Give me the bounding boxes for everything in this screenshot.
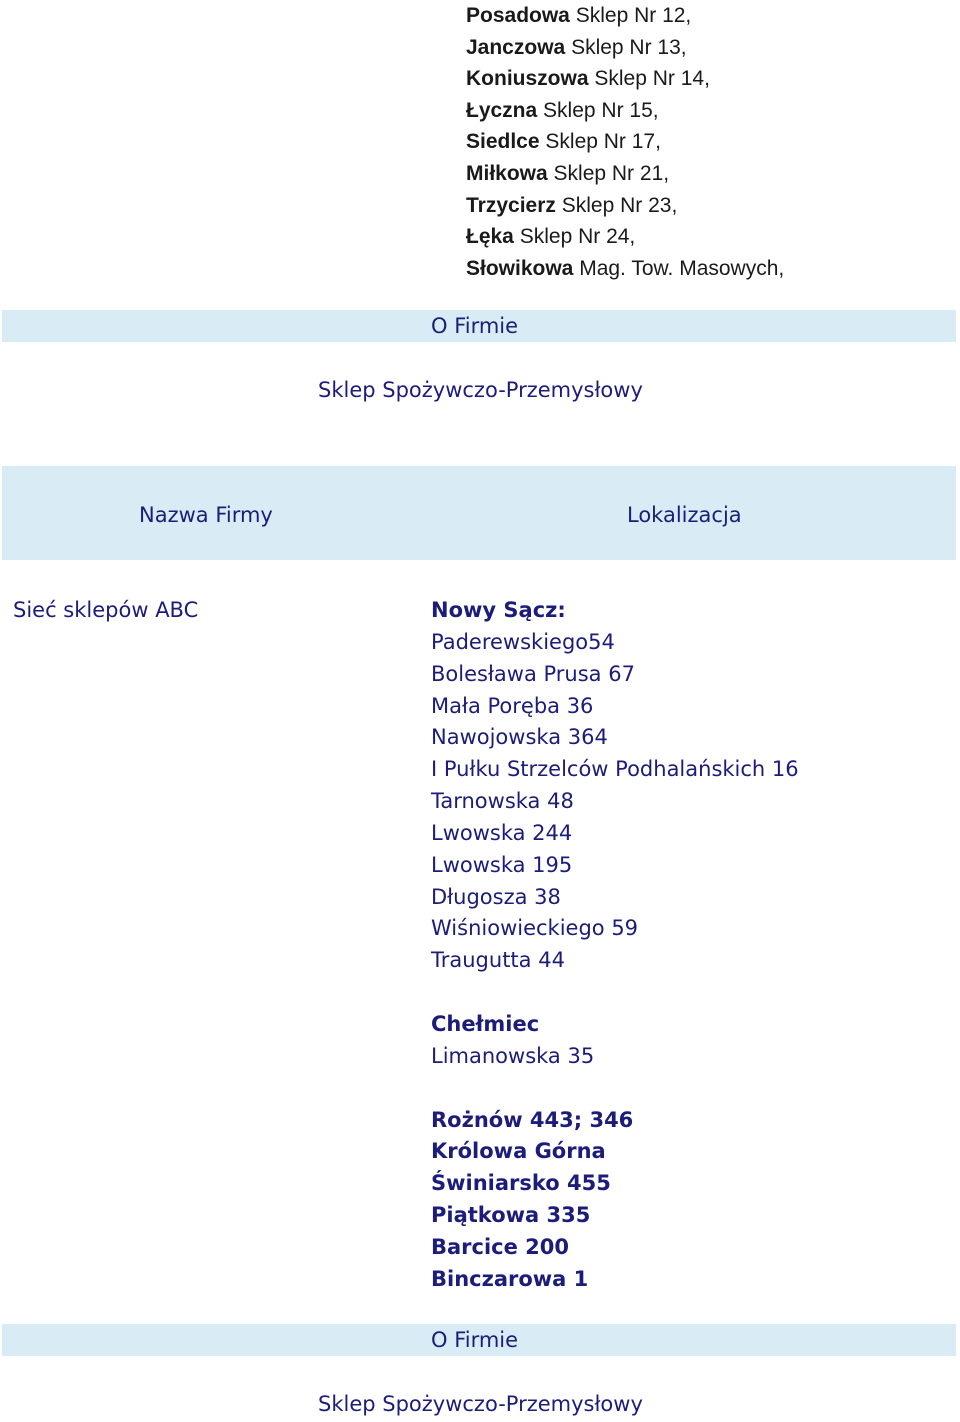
location-city: Chełmiec bbox=[431, 1011, 540, 1036]
column-header-location: Lokalizacja bbox=[627, 503, 742, 527]
location-village: Piątkowa 335 bbox=[431, 1203, 591, 1228]
shop-list-item: Trzycierz Sklep Nr 23, bbox=[466, 193, 678, 217]
shop-list-item: Łyczna Sklep Nr 15, bbox=[466, 98, 659, 122]
shop-list-item: Miłkowa Sklep Nr 21, bbox=[466, 161, 670, 185]
section-subtitle: Sklep Spożywczo-Przemysłowy bbox=[318, 1392, 643, 1416]
company-name: Sieć sklepów ABC bbox=[13, 598, 199, 622]
location-village: Binczarowa 1 bbox=[431, 1266, 589, 1291]
shop-list-item: Posadowa Sklep Nr 12, bbox=[466, 4, 692, 27]
location-village: Świniarsko 455 bbox=[431, 1171, 611, 1196]
location-address: Traugutta 44 bbox=[431, 948, 565, 973]
location-address: Lwowska 244 bbox=[431, 820, 573, 845]
shop-list-item: Koniuszowa Sklep Nr 14, bbox=[466, 67, 710, 91]
shop-list-item: Łęka Sklep Nr 24, bbox=[466, 225, 636, 249]
location-group-nowy-sacz bbox=[431, 595, 799, 977]
location-address: Bolesława Prusa 67 bbox=[431, 661, 635, 686]
location-address: Paderewskiego54 bbox=[431, 629, 615, 654]
shop-list-item: Siedlce Sklep Nr 17, bbox=[466, 130, 661, 154]
location-village: Rożnów 443; 346 bbox=[431, 1107, 634, 1132]
location-address: Lwowska 195 bbox=[431, 852, 573, 877]
location-address: Limanowska 35 bbox=[431, 1043, 595, 1068]
location-address: Tarnowska 48 bbox=[431, 789, 574, 814]
location-address: I Pułku Strzelców Podhalańskich 16 bbox=[431, 757, 799, 782]
location-address: Nawojowska 364 bbox=[431, 725, 608, 750]
shop-list-item: Janczowa Sklep Nr 13, bbox=[466, 35, 687, 59]
column-header-name: Nazwa Firmy bbox=[139, 503, 273, 527]
location-address: Długosza 38 bbox=[431, 884, 561, 909]
location-group-villages bbox=[431, 1105, 799, 1296]
location-village: Barcice 200 bbox=[431, 1234, 570, 1259]
location-village: Królowa Górna bbox=[431, 1139, 606, 1164]
shop-list bbox=[466, 0, 784, 284]
shop-list-item: Słowikowa Mag. Tow. Masowych, bbox=[466, 256, 785, 280]
section-subtitle: Sklep Spożywczo-Przemysłowy bbox=[318, 378, 643, 402]
locations-cell bbox=[431, 595, 799, 1296]
location-address: Mała Poręba 36 bbox=[431, 693, 594, 718]
location-address: Wiśniowieckiego 59 bbox=[431, 916, 639, 941]
location-group-chelmiec bbox=[431, 1009, 799, 1073]
section-title: O Firmie bbox=[431, 314, 519, 338]
location-city: Nowy Sącz: bbox=[431, 598, 566, 622]
section-title: O Firmie bbox=[431, 1328, 519, 1352]
